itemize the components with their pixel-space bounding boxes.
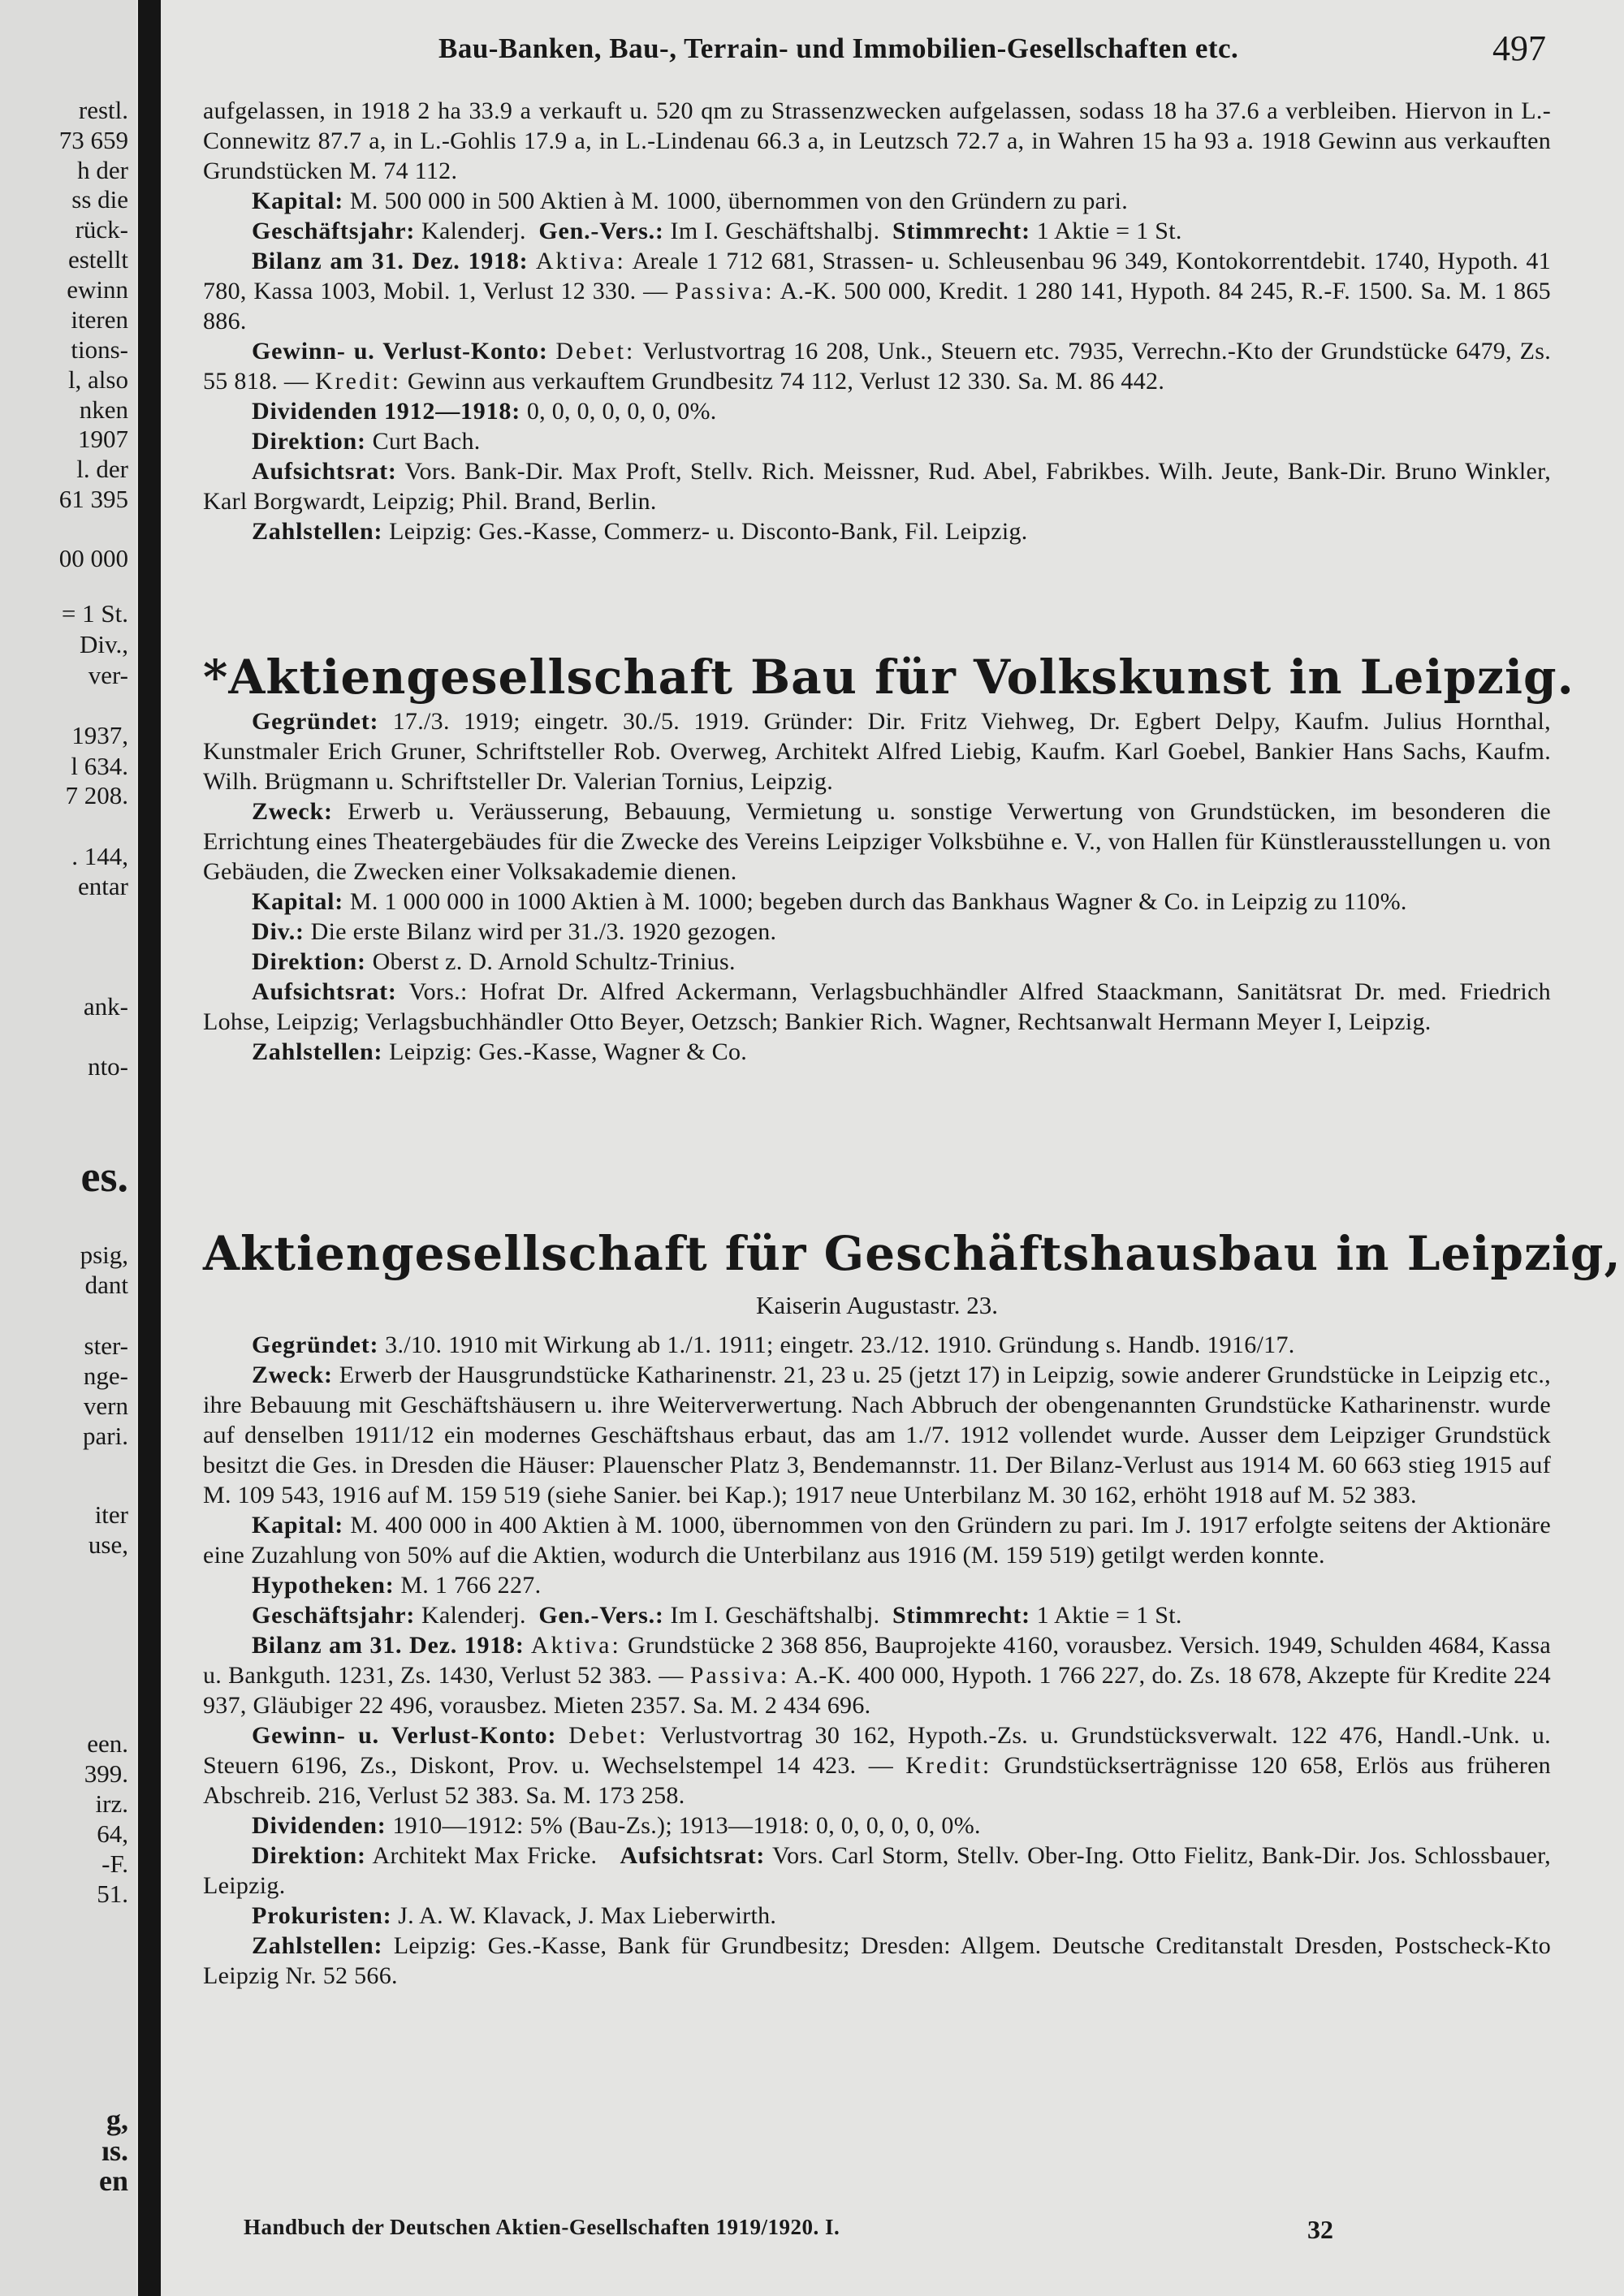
margin-fragment: 1907 [78,425,128,453]
margin-fragment: l 634. [71,752,128,780]
dividenden-label: Dividenden: [252,1812,387,1839]
geschaeftsjahr-text: Kalenderj. [421,218,526,244]
zweck-label: Zweck: [252,798,333,825]
margin-fragment: Div., [80,630,128,658]
footer-title: Handbuch der Deutschen Aktien-Gesellschaften 1919/1920. I. [244,2215,840,2239]
margin-fragment: irz. [95,1789,128,1818]
passiva-text: A.-K. 400 000, Hypoth. 1 766 227, do. Zs. 18 678, Akzepte für Kredite 224 937, Gläubiger 22 496, vorausbez. Mieten 2357. Sa. M. 2 434 696. [203,1662,1551,1719]
margin-fragment: ank- [83,992,128,1021]
margin-fragment: 7 208. [65,781,128,809]
geschaeftsjahr-label: Geschäftsjahr: [252,218,416,244]
margin-fragment: estellt [67,245,128,274]
guv-para [203,1720,1551,1810]
gegruendet-para [203,706,1551,796]
margin-fragment: nge- [83,1362,128,1390]
margin-fragment: 51. [97,1880,128,1908]
aufsichtsrat-text: Vors.: Hofrat Dr. Alfred Ackermann, Verlagsbuchhändler Alfred Staackmann, Sanitätsrat Dr. med. Friedrich Lohse, Leipzig; Verlagsbuchhändler Otto Beyer, Oetzsch; Bankier Rich. Wagner, Rechtsanwalt Hermann Meyer I, Leipzig. [203,978,1551,1035]
bilanz-para [203,246,1551,336]
zahlstellen-label: Zahlstellen: [252,1932,383,1959]
margin-fragment: ster- [84,1331,128,1360]
zweck-text: Erwerb der Hausgrundstücke Katharinenstr. 21, 23 u. 25 (jetzt 17) in Leipzig, sowie anderer Grundstücke in Leipzig etc., ihre Bebauung mit Geschäftshäusern u. ihre Weiterverwertung. Nach Abbruch der obengenannten Grundstücke Katharinenstr. wurde auf denselben 1911/12 ein modernes Geschäftshaus erbaut, das am 1./7. 1912 vollendet wurde. Ausser dem Leipziger Grundstück besitzt die Ges. in Dresden die Häuser: Plauenscher Platz 3, Bendemannstr. 11. Der Bilanz-Verlust aus 1914 M. 60 663 stieg 1915 auf M. 109 543, 1916 auf M. 159 519 (siehe Sanier. bei Kap.); 1917 neue Unterbilanz M. 30 162, erhöht 1918 auf M. 52 383. [203,1362,1551,1508]
kapital-text: M. 1 000 000 in 1000 Aktien à M. 1000; begeben durch das Bankhaus Wagner & Co. in Leipzig zu 110%. [349,888,1407,915]
company-title: *Aktiengesellschaft Bau für Volkskunst in Leipzig. [203,650,1574,705]
margin-fragment: ss die [71,185,128,214]
dividenden-text: 1910—1912: 5% (Bau-Zs.); 1913—1918: 0, 0, 0, 0, 0, 0%. [392,1812,981,1839]
margin-fragment: h der [77,156,128,184]
aufsichtsrat-para [203,456,1551,516]
direktion-para [203,426,1551,456]
aktiva-text: Grundstücke 2 368 856, Bauprojekte 4160, vorausbez. Versich. 1949, Schulden 4684, Kassa u. Bankguth. 1231, Zs. 1430, Verlust 52 383. — [203,1632,1551,1689]
bilanz-label: Bilanz am 31. Dez. 1918: [252,248,529,274]
margin-fragment: en [99,2164,128,2197]
aktiva-text: Areale 1 712 681, Strassen- u. Schleusenbau 96 349, Kontokorrentdebit. 1740, Hypoth. 41 780, Kassa 1003, Mobil. 1, Verlust 12 330. — [203,248,1551,304]
bilanz-para [203,1630,1551,1720]
direktion-label: Direktion: [252,428,366,455]
passiva-label: Passiva: [689,1662,790,1689]
direktion-label: Direktion: [252,1842,366,1869]
prokuristen-label: Prokuristen: [252,1902,392,1929]
page-footer [244,2215,1380,2247]
margin-fragment: ver- [88,661,128,689]
margin-fragment: pari. [83,1422,128,1450]
aufsichtsrat-para [203,977,1551,1037]
hypotheken-label: Hypotheken: [252,1572,395,1599]
gegruendet-text: 17./3. 1919; eingetr. 30./5. 1919. Gründer: Dir. Fritz Viehweg, Dr. Egbert Delpy, Kaufm. Julius Hornthal, Kunstmaler Erich Gruner, Schriftsteller Rob. Overweg, Architekt Alfred Liebig, Kaufm. Karl Goebel, Bankier Hans Sachs, Kaufm. Wilh. Brügmann u. Schriftsteller Dr. Valerian Tornius, Leipzig. [203,708,1551,795]
margin-fragment: use, [88,1530,128,1559]
margin-fragment: vern [83,1392,128,1420]
genvers-label: Gen.-Vers.: [538,218,664,244]
margin-fragment: ewinn [67,275,128,304]
debet-label: Debet: [568,1722,649,1749]
margin-fragment: dant [84,1271,128,1299]
margin-fragment: rück- [75,215,128,244]
aktiva-label: Aktiva: [535,248,626,274]
company-title: Aktiengesellschaft für Geschäftshausbau in Leipzig, [203,1226,1622,1281]
kapital-para [203,1510,1551,1570]
aufsichtsrat-text: Vors. Bank-Dir. Max Proft, Stellv. Rich. Meissner, Rud. Abel, Fabrikbes. Wilh. Jeute, Bank-Dir. Bruno Winkler, Karl Borgwardt, Leipzig; Phil. Brand, Berlin. [203,458,1551,515]
margin-fragment: 73 659 [58,126,128,154]
aktiva-label: Aktiva: [530,1632,621,1659]
signature-number: 32 [1307,2215,1333,2244]
stimmrecht-label: Stimmrecht: [892,1602,1030,1629]
stimmrecht-text: 1 Aktie = 1 St. [1036,218,1182,244]
dividenden-para [203,396,1551,426]
margin-fragment: tions- [71,335,128,364]
company-address: Kaiserin Augustastr. 23. [756,1291,998,1319]
div-label: Div.: [252,918,304,945]
margin-fragment: 399. [84,1759,128,1788]
hypotheken-text: M. 1 766 227. [400,1572,542,1599]
kredit-text: Gewinn aus verkauftem Grundbesitz 74 112, Verlust 12 330. Sa. M. 86 442. [407,368,1165,395]
continuation-intro: aufgelassen, in 1918 2 ha 33.9 a verkauft u. 520 qm zu Strassenzwecken aufgelassen, sodass 18 ha 37.6 a verbleiben. Hiervon in L.-Connewitz 87.7 a, in L.-Gohlis 17.9 a, in L.-Lindenau 66.3 a, in Leutzsch 72.7 a, in Wahren 15 ha 93 a. 1918 Gewinn aus verkauften Grundstücken M. 74 112. [203,97,1551,184]
gegruendet-para [203,1330,1551,1360]
page-number: 497 [1492,28,1546,68]
genvers-text: Im I. Geschäftshalbj. [670,218,880,244]
zahlstellen-label: Zahlstellen: [252,1038,383,1065]
margin-fragment: l, also [67,365,128,394]
main-column [203,0,1622,2296]
aufsichtsrat-label: Aufsichtsrat: [620,1842,766,1869]
zahlstellen-text: Leipzig: Ges.-Kasse, Commerz- u. Disconto-Bank, Fil. Leipzig. [389,518,1028,545]
margin-fragment: nken [79,395,128,424]
margin-fragment: een. [87,1729,128,1758]
zweck-label: Zweck: [252,1362,333,1388]
margin-fragment: 64, [97,1819,128,1848]
company-entry [203,706,1551,1067]
hypotheken-para [203,1570,1551,1600]
margin-fragment: iteren [71,305,128,334]
kapital-label: Kapital: [252,888,344,915]
geschaeftsjahr-label: Geschäftsjahr: [252,1602,416,1629]
direktion-label: Direktion: [252,948,366,975]
div-para [203,917,1551,947]
div-text: Die erste Bilanz wird per 31./3. 1920 gezogen. [310,918,777,945]
debet-label: Debet: [555,338,636,365]
margin-fragment: nto- [88,1052,128,1081]
margin-fragment: restl. [78,96,128,124]
kapital-label: Kapital: [252,188,344,214]
company-entry [203,1330,1551,1991]
kredit-text: Grundstückserträgnisse 120 658, Erlös aus früheren Abschreib. 216, Verlust 52 383. Sa. M. 173 258. [203,1752,1551,1809]
geschaeftsjahr-para [203,216,1551,246]
gegruendet-label: Gegründet: [252,1331,379,1358]
margin-fragment: ıs. [101,2134,128,2167]
margin-fragment: = 1 St. [61,599,128,628]
stimmrecht-label: Stimmrecht: [892,218,1030,244]
aufsichtsrat-label: Aufsichtsrat: [252,458,397,485]
direktion-aufsichtsrat-para [203,1841,1551,1901]
direktion-text: Oberst z. D. Arnold Schultz-Trinius. [372,948,736,975]
kredit-label: Kredit: [905,1752,992,1779]
aufsichtsrat-text: Vors. Carl Storm, Stellv. Ober-Ing. Otto Fielitz, Bank-Dir. Jos. Schlossbauer, Leipzig. [203,1842,1551,1899]
kapital-para [203,186,1551,216]
adjacent-page-margin [0,0,136,2296]
kapital-text: M. 400 000 in 400 Aktien à M. 1000, übernommen von den Gründern zu pari. Im J. 1917 erfolgte seitens der Aktionäre eine Zuzahlung von 50% auf die Aktien, wodurch die Unterbilanz aus 1916 (M. 159 519) getilgt werden konnte. [203,1512,1551,1569]
kapital-label: Kapital: [252,1512,344,1539]
zahlstellen-text: Leipzig: Ges.-Kasse, Wagner & Co. [389,1038,748,1065]
continuation-entry [203,96,1551,546]
geschaeftsjahr-text: Kalenderj. [421,1602,526,1629]
prokuristen-text: J. A. W. Klavack, J. Max Lieberwirth. [398,1902,777,1929]
margin-fragment: entar [78,872,128,900]
zahlstellen-label: Zahlstellen: [252,518,383,545]
margin-fragment: . 144, [71,842,128,870]
prokuristen-para [203,1901,1551,1931]
zahlstellen-text: Leipzig: Ges.-Kasse, Bank für Grundbesitz; Dresden: Allgem. Deutsche Creditanstalt Dresden, Postscheck-Kto Leipzig Nr. 52 566. [203,1932,1551,1989]
gegruendet-label: Gegründet: [252,708,379,735]
margin-fragment: psig, [80,1241,128,1269]
margin-fragment: l. der [76,455,128,483]
passiva-text: A.-K. 500 000, Kredit. 1 280 141, Hypoth. 84 245, R.-F. 1500. Sa. M. 1 865 886. [203,278,1551,334]
kapital-para [203,887,1551,917]
book-gutter [138,0,161,2296]
direktion-text: Curt Bach. [372,428,481,455]
margin-fragment: 00 000 [58,544,128,572]
zweck-text: Erwerb u. Veräusserung, Bebauung, Vermietung u. sonstige Verwertung von Grundstücken, im besonderen die Errichtung eines Theatergebäudes für die Zwecke des Vereins Leipziger Volksbühne e. V., von Hallen für Künstlerausstellungen u. von Gebäuden, die Zwecken einer Volksakademie dienen. [203,798,1551,885]
aufsichtsrat-label: Aufsichtsrat: [252,978,397,1005]
zweck-para [203,796,1551,887]
zahlstellen-para [203,516,1551,546]
debet-text: Verlustvortrag 30 162, Hypoth.-Zs. u. Grundstücksverwalt. 122 476, Handl.-Unk. u. Steuern 6196, Zs., Diskont, Prov. u. Wechselstempel 14 423. — [203,1722,1551,1779]
margin-fragment: g, [106,2104,128,2136]
running-head: Bau-Banken, Bau-, Terrain- und Immobilien-Gesellschaften etc. [438,32,1239,64]
kapital-text: M. 500 000 in 500 Aktien à M. 1000, übernommen von den Gründern zu pari. [349,188,1129,214]
direktion-para [203,947,1551,977]
genvers-text: Im I. Geschäftshalbj. [670,1602,880,1629]
passiva-label: Passiva: [675,278,775,304]
margin-fragment: -F. [102,1849,128,1878]
bilanz-label: Bilanz am 31. Dez. 1918: [252,1632,525,1659]
kredit-label: Kredit: [315,368,401,395]
geschaeftsjahr-para [203,1600,1551,1630]
dividenden-label: Dividenden 1912—1918: [252,398,520,425]
zahlstellen-para [203,1931,1551,1991]
dividenden-text: 0, 0, 0, 0, 0, 0, 0%. [526,398,717,425]
guv-label: Gewinn- u. Verlust-Konto: [252,1722,557,1749]
guv-label: Gewinn- u. Verlust-Konto: [252,338,548,365]
stimmrecht-text: 1 Aktie = 1 St. [1036,1602,1182,1629]
margin-fragment: 1937, [71,721,128,749]
debet-text: Verlustvortrag 16 208, Unk., Steuern etc. 7935, Verrechn.-Kto der Grundstücke 6479, Zs. 55 818. — [203,338,1551,395]
dividenden-para [203,1810,1551,1841]
direktion-text: Architekt Max Fricke. [372,1842,598,1869]
guv-para [203,336,1551,396]
margin-fragment: 61 395 [58,485,128,513]
margin-fragment: iter [94,1500,128,1529]
genvers-label: Gen.-Vers.: [538,1602,664,1629]
zweck-para [203,1360,1551,1510]
margin-fragment: es. [80,1152,128,1201]
gegruendet-text: 3./10. 1910 mit Wirkung ab 1./1. 1911; eingetr. 23./12. 1910. Gründung s. Handb. 1916/17. [385,1331,1295,1358]
zahlstellen-para [203,1037,1551,1067]
